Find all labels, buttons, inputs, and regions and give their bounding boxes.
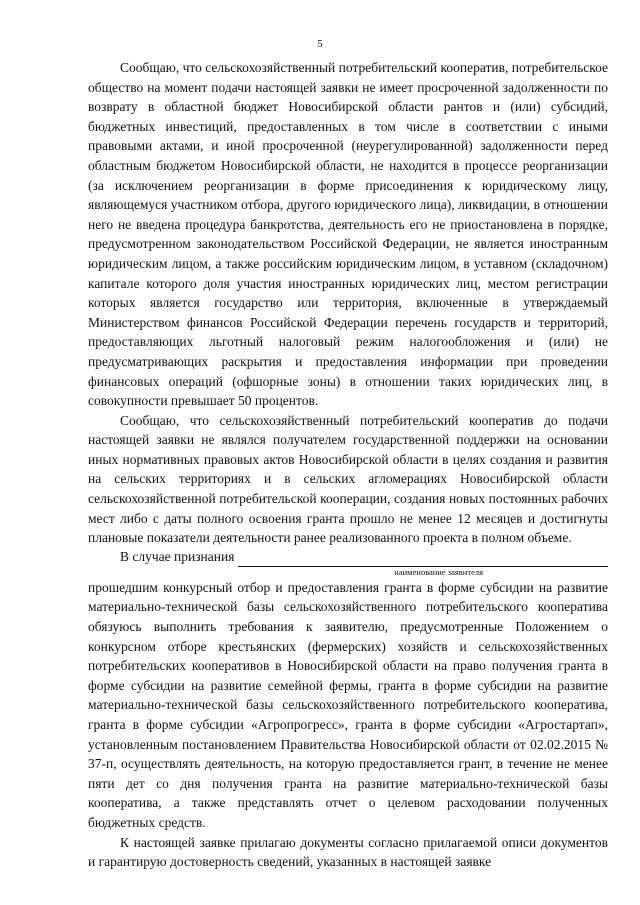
paragraph-obligations: прошедшим конкурсный отбор и предоставления гранта в форме субсидии на развитие материально-технической базы сельскохозяйственного потребительского кооператива обязуюсь выполнить требования к заявителю, предусмотренные Положением о конкурсном отборе крестьянских (фермерских) хозяйств и сельскохозяйственных потребительских кооперативов в Новосибирской области на право получения гранта в форме субсидии на развитие семейной фермы, гранта в форме субсидии на развитие материально-технической базы сельскохозяйственного потребительского кооператива, гранта в форме субсидии «Агропрогресс», гранта в форме субсидии «Агростартап», установленным постановлением Правительства Новосибирской области от 02.02.2015 № 37-п, осуществлять деятельность, на которую предоставляется грант, в течение не менее пяти дет со дня получения гранта на развитие материально-технической базы кооператива, а также представлять отчет о целевом расходовании полученных бюджетных средств. <box>88 579 608 830</box>
page-number: 5 <box>317 38 323 50</box>
document-body <box>88 58 608 872</box>
applicant-name-blank <box>238 552 608 567</box>
applicant-name-caption: наименование заявителя <box>394 566 483 577</box>
applicant-fill-row <box>88 548 608 567</box>
fill-lead-text: В случае признания <box>120 549 235 565</box>
paragraph-no-prior-support: Сообщаю, что сельскохозяйственный потребительский кооператив до подачи настоящей заявки не являлся получателем государственной поддержки на основании иных нормативных правовых актов Новосибирской области в целях создания и развития на сельских территориях и в сельских агломерациях Новосибирской области сельскохозяйственной потребительской кооперации, создания новых постоянных рабочих мест либо с даты полного освоения гранта прошло не менее 12 месяцев и достигнуты плановые показатели деятельности ранее реализованного проекта в полном объеме. <box>88 412 608 546</box>
paragraph-no-debt: Сообщаю, что сельскохозяйственный потребительский кооператив, потребительское общество на момент подачи настоящей заявки не имеет просроченной задолженности по возврату в областной бюджет Новосибирской области рантов и (или) субсидий, бюджетных инвестиций, предоставленных в том числе в соответствии с иными правовыми актами, и иной просроченной (неурегулированной) задолженности перед областным бюджетом Новосибирской области, не находится в процессе реорганизации (за исключением реорганизации в форме присоединения к юридическому лицу, являющемуся участником отбора, другого юридического лица), ликвидации, в отношении него не введена процедура банкротства, деятельность его не приостановлена в порядке, предусмотренном законодательством Российской Федерации, не является иностранным юридическим лицом, а также российским юридическим лицом, в уставном (складочном) капитале которого доля участия иностранных юридических лиц, местом регистрации которых является государство или территория, включенные в утверждаемый Министерством финансов Российской Федерации перечень государств и территорий, предоставляющих льготный налоговый режим налогообложения и (или) не предусматривающих раскрытия и предоставления информации при проведении финансовых операций (офшорные зоны) в отношении таких юридических лиц, в совокупности превышает 50 процентов. <box>88 60 608 409</box>
paragraph-attachments: К настоящей заявке прилагаю документы согласно прилагаемой описи документов и гарантирую достоверность сведений, указанных в настоящей заявке <box>88 834 608 870</box>
